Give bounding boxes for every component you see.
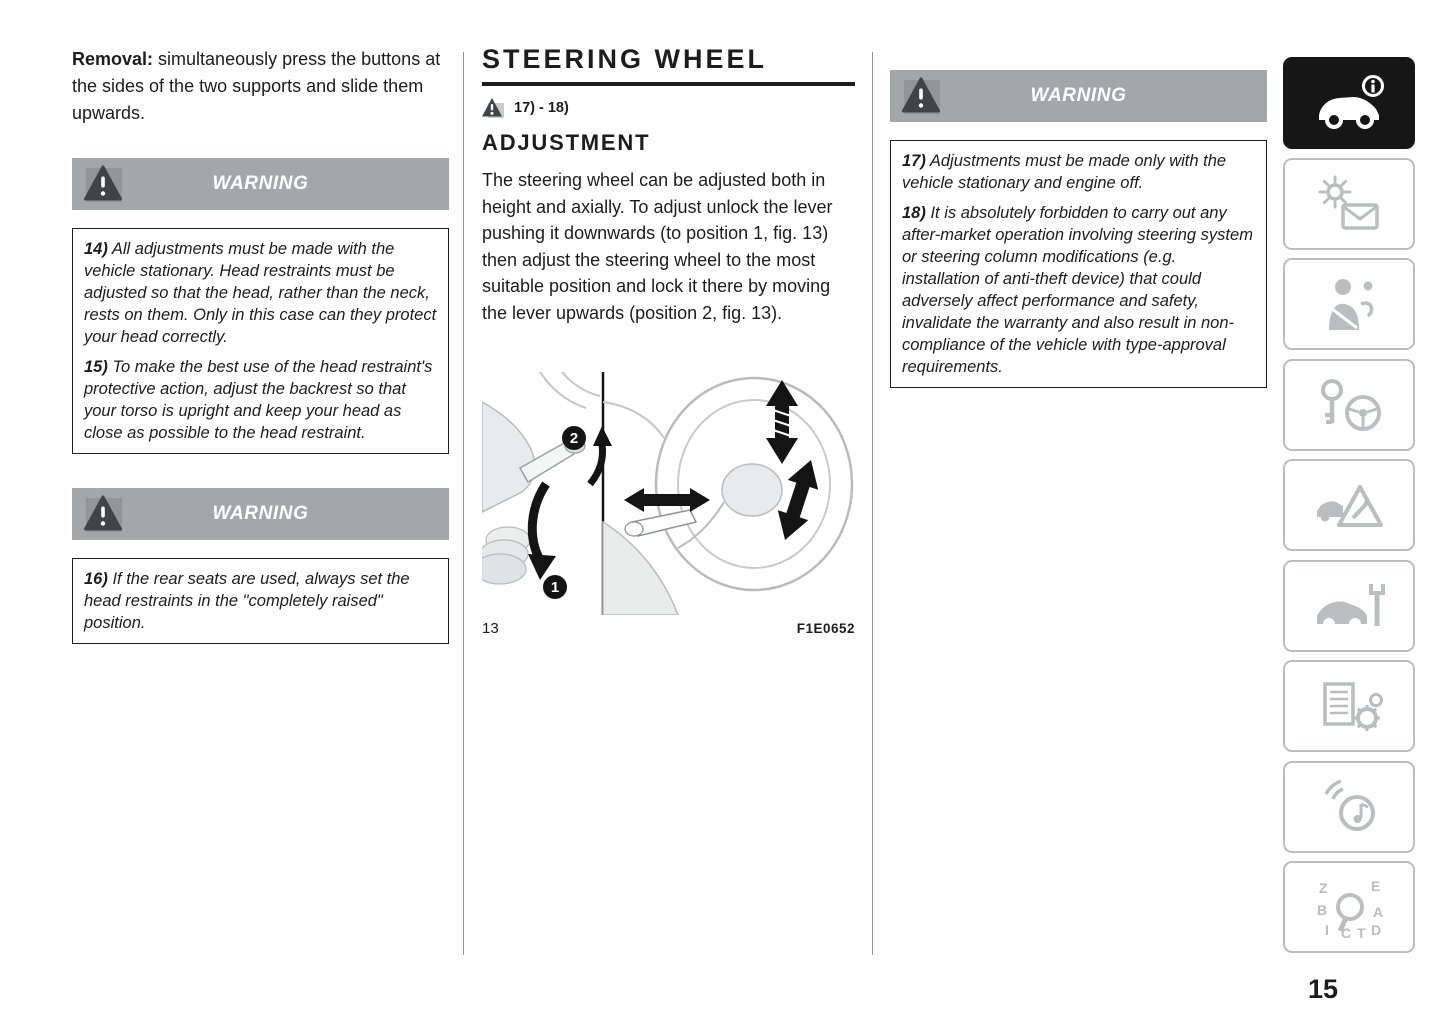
key-steering-icon: [1311, 375, 1387, 435]
subsection-title: ADJUSTMENT: [482, 130, 651, 155]
adjustment-body-text: The steering wheel can be adjusted both in height and axially. To adjust unlock the lever pushing it downwards (to position 1, fig. 13) then adjust the steering wheel to the most suitable position and lock it there by moving the lever upwards (position 2, fig. 13).: [482, 170, 833, 323]
figure-code: F1E0652: [796, 621, 855, 636]
removal-text: simultaneously press the buttons at the sides of the two supports and slide them upwards.: [72, 49, 441, 123]
index-letter: T: [1357, 925, 1366, 939]
steering-adjustment-figure: [482, 372, 855, 615]
index-letter: I: [1325, 922, 1329, 938]
section-title: STEERING WHEEL: [482, 44, 768, 74]
note-18-number: 18): [902, 204, 926, 222]
index-letter: C: [1341, 925, 1352, 939]
index-letter: A: [1373, 904, 1384, 920]
index-letter: Z: [1319, 880, 1328, 896]
warning-banner-2: [72, 488, 449, 540]
occupant-safety-icon: [1311, 274, 1387, 334]
index-letter: B: [1317, 902, 1328, 918]
note-17-text: Adjustments must be made only with the vehicle stationary and engine off.: [902, 152, 1227, 192]
figure-badge-1: 1: [550, 579, 560, 596]
note-14: [84, 238, 437, 348]
emergency-triangle-icon: [1311, 475, 1387, 535]
notes-box-17-18: [890, 140, 1267, 388]
note-16: [84, 568, 437, 634]
multimedia-audio-icon: [1311, 777, 1387, 837]
index-letter: E: [1371, 878, 1381, 894]
warning-triangle-icon: [83, 494, 127, 534]
note-15-number: 15): [84, 358, 108, 376]
sidebar-item-safety[interactable]: [1283, 258, 1415, 350]
car-info-icon: [1311, 73, 1387, 133]
warning-light-message-icon: [1311, 174, 1387, 234]
note-14-number: 14): [84, 240, 108, 258]
car-wrench-icon: [1311, 576, 1387, 636]
warning-ref-numbers: 17) - 18): [514, 100, 569, 116]
warning-triangle-icon: [901, 76, 945, 116]
note-15: [84, 356, 437, 444]
note-17-number: 17): [902, 152, 926, 170]
warning-triangle-icon: [83, 164, 127, 204]
figure-badge-2: 2: [569, 430, 579, 447]
specifications-gear-icon: [1311, 676, 1387, 736]
note-18-text: It is absolutely forbidden to carry out any after-market operation involving steering system or steering column modifications (e.g. installation of anti-theft device) that could adversely affect performance and safety, invalidate the warranty and also result in non-compliance of the vehicle with type-approval requirements.: [902, 204, 1253, 376]
notes-box-16: [72, 558, 449, 644]
warning-triangle-small-icon: [482, 97, 506, 119]
removal-paragraph: [72, 46, 450, 127]
sidebar-item-emergency[interactable]: [1283, 459, 1415, 551]
warning-banner-label: WARNING: [1030, 85, 1127, 106]
note-17: [902, 150, 1255, 194]
warning-banner-1: [72, 158, 449, 210]
sidebar-item-technical-data[interactable]: [1283, 660, 1415, 752]
sidebar-item-index[interactable]: [1283, 861, 1415, 953]
page-number: 15: [1308, 974, 1339, 1004]
warning-banner-label: WARNING: [212, 173, 309, 194]
note-14-text: All adjustments must be made with the vehicle stationary. Head restraints must be adjusted so that the head, rather than the neck, rests on them. Only in this case can they protect your head correctly.: [84, 240, 437, 346]
index-search-icon: [1311, 875, 1387, 939]
note-18: [902, 202, 1255, 378]
removal-lead: Removal:: [72, 49, 154, 69]
section-header: [482, 44, 855, 86]
notes-box-14-15: [72, 228, 449, 454]
title-rule: [482, 82, 855, 86]
note-16-number: 16): [84, 570, 108, 588]
sidebar-item-servicing[interactable]: [1283, 560, 1415, 652]
warning-banner-label: WARNING: [212, 503, 309, 524]
sidebar-item-warning-lights[interactable]: [1283, 158, 1415, 250]
section-tab-bar: [1283, 57, 1415, 953]
column-divider-left: [463, 52, 464, 955]
sidebar-item-starting-driving[interactable]: [1283, 359, 1415, 451]
sidebar-item-vehicle-knowledge[interactable]: [1283, 57, 1415, 149]
warning-banner-3: [890, 70, 1267, 122]
figure-13: [482, 372, 855, 615]
note-15-text: To make the best use of the head restraint's protective action, adjust the backrest so that your torso is upright and keep your head as close as possible to the head restraint.: [84, 358, 433, 442]
figure-caption: [482, 620, 855, 637]
figure-number: 13: [482, 620, 499, 637]
column-divider-right: [872, 52, 873, 955]
note-16-text: If the rear seats are used, always set the head restraints in the "completely raised" position.: [84, 570, 410, 632]
warning-references: [482, 97, 569, 119]
sidebar-item-multimedia[interactable]: [1283, 761, 1415, 853]
index-letter: D: [1371, 922, 1382, 938]
